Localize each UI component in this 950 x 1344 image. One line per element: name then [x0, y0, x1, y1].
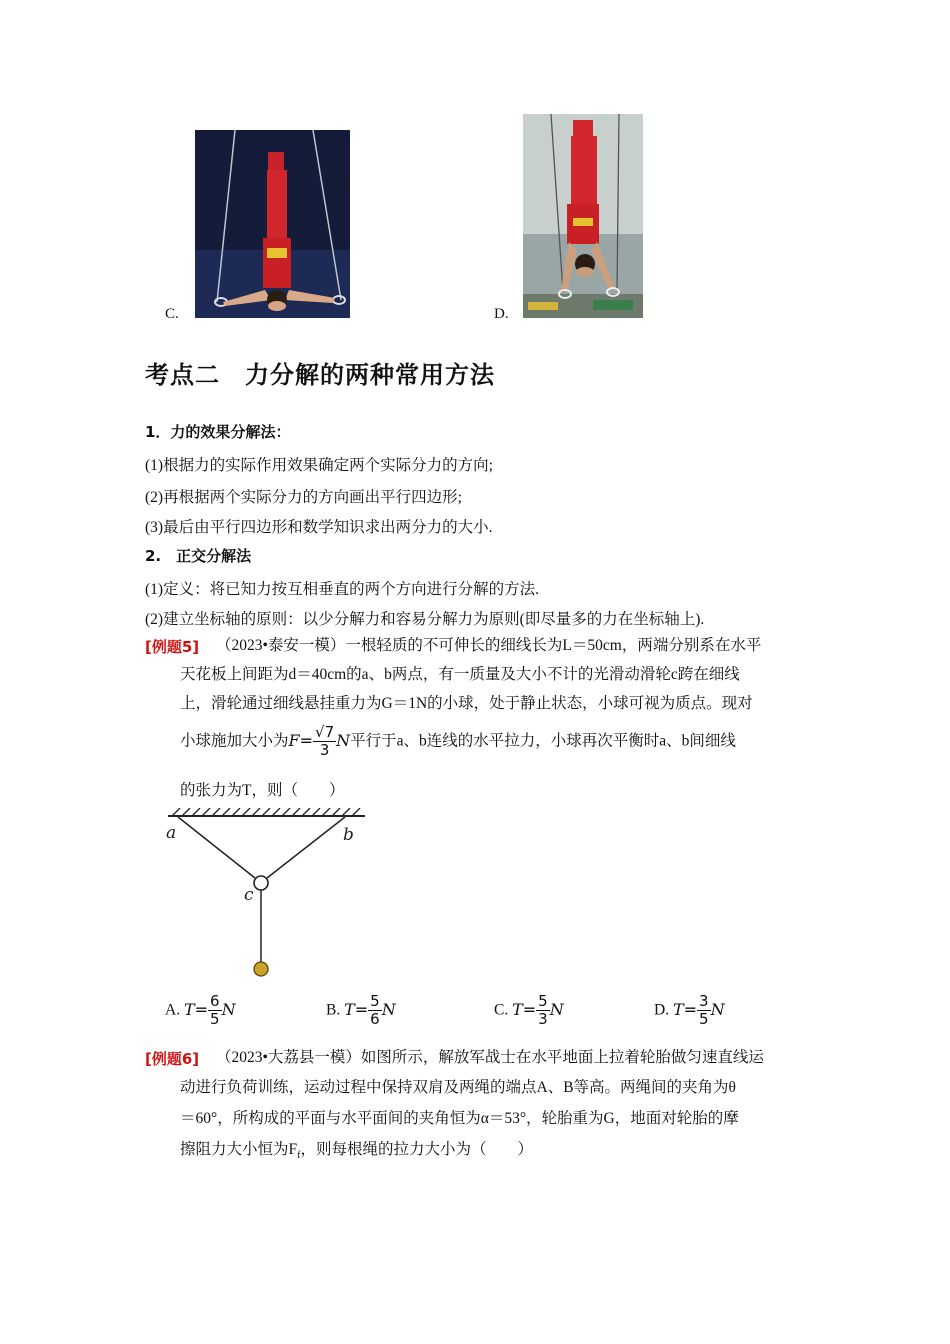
label-c: c [244, 885, 254, 905]
method1-step-1: (1)根据力的实际作用效果确定两个实际分力的方向; [145, 457, 493, 474]
option-b-equals: = [354, 1000, 369, 1019]
method2-title: 2. 正交分解法 [145, 547, 252, 565]
example5-line-1: （2023•泰安一模）一根轻质的不可伸长的细线长为L＝50cm，两端分别系在水平 [216, 637, 762, 654]
option-c-label: C. [165, 306, 179, 322]
force-denominator: 3 [319, 740, 330, 759]
example5-line-4 [180, 724, 736, 758]
option-d-var: T [672, 1000, 684, 1019]
string-right [267, 817, 345, 878]
label-b: b [343, 825, 354, 845]
option-b-den: 6 [370, 1009, 380, 1028]
option-a-unit: N [221, 1000, 236, 1019]
example6-line-4-suffix: ，则每根绳的拉力大小为（ ） [300, 1141, 533, 1158]
friction-subscript: f [297, 1150, 301, 1162]
option-d[interactable] [654, 993, 725, 1027]
example6-line-4-prefix: 擦阻力大小恒为F [180, 1141, 298, 1158]
example6-line-3: ＝60°，所构成的平面与水平面间的夹角恒为α＝53°，轮胎重为G，地面对轮胎的摩 [180, 1110, 739, 1127]
method2-step-1: (1)定义：将已知力按互相垂直的两个方向进行分解的方法. [145, 581, 539, 598]
option-a-fraction [208, 993, 222, 1027]
option-c-fraction [536, 993, 550, 1027]
example5-line-4-suffix: 平行于a、b连线的水平拉力，小球再次平衡时a、b间细线 [350, 732, 736, 750]
method1-step-3: (3)最后由平行四边形和数学知识求出两分力的大小. [145, 519, 493, 536]
example5-line-2: 天花板上间距为d＝40cm的a、b两点，有一质量及大小不计的光滑动滑轮c跨在细线 [180, 666, 740, 683]
example5-line-4-prefix: 小球施加大小为 [180, 732, 289, 750]
hanging-ball [254, 962, 268, 976]
method1-title: 1．力的效果分解法： [145, 423, 291, 441]
option-c-var: T [512, 1000, 523, 1019]
force-numerator: √7 [315, 723, 335, 741]
force-variable: F [288, 731, 300, 750]
gymnast-illustration-c [195, 130, 350, 318]
option-a-num: 6 [210, 992, 220, 1010]
option-c[interactable] [494, 993, 564, 1027]
example6-tag: [例题6] [145, 1050, 200, 1068]
option-d-fraction [697, 993, 711, 1027]
option-a-letter: A. [165, 1001, 181, 1019]
option-c-equals: = [522, 1000, 537, 1019]
option-d-equals: = [683, 1000, 698, 1019]
option-b-fraction [368, 993, 382, 1027]
gymnast-photo-d [523, 114, 643, 318]
option-a-equals: = [194, 1000, 209, 1019]
method1-step-2: (2)再根据两个实际分力的方向画出平行四边形; [145, 489, 462, 506]
option-d-num: 3 [699, 992, 709, 1010]
example5-line-5: 的张力为T，则（ ） [180, 782, 345, 799]
method2-step-2: (2)建立坐标轴的原则：以少分解力和容易分解力为原则(即尽量多的力在坐标轴上). [145, 611, 705, 628]
option-d-den: 5 [699, 1009, 709, 1028]
gymnast-illustration-d [523, 114, 643, 318]
example6-line-1: （2023•大荔县一模）如图所示，解放军战士在水平地面上拉着轮胎做匀速直线运 [216, 1049, 764, 1066]
option-c-letter: C. [494, 1001, 509, 1019]
option-a-den: 5 [210, 1009, 220, 1028]
example6-line-2: 动进行负荷训练，运动过程中保持双肩及两绳的端点A、B等高。两绳间的夹角为θ [180, 1079, 736, 1096]
option-a-var: T [183, 1000, 195, 1019]
equals-sign: = [299, 731, 314, 750]
pulley-wheel [254, 876, 268, 890]
pulley-diagram [160, 808, 375, 983]
label-a: a [166, 823, 177, 843]
option-b-num: 5 [370, 992, 380, 1010]
option-b-letter: B. [326, 1001, 341, 1019]
option-d-letter: D. [654, 1001, 670, 1019]
string-left [178, 817, 255, 878]
option-b[interactable] [326, 993, 396, 1027]
option-c-unit: N [549, 1000, 564, 1019]
option-d-unit: N [710, 1000, 725, 1019]
option-c-num: 5 [538, 992, 548, 1010]
ceiling-hatch [168, 808, 365, 816]
option-b-var: T [344, 1000, 355, 1019]
force-unit: N [336, 731, 351, 750]
option-b-unit: N [381, 1000, 396, 1019]
force-fraction [313, 724, 336, 758]
section-heading: 考点二 力分解的两种常用方法 [145, 361, 495, 389]
option-a[interactable] [165, 993, 236, 1027]
example5-tag: [例题5] [145, 638, 200, 656]
gymnast-photo-c [195, 130, 350, 318]
option-d-label: D. [494, 306, 509, 322]
example6-line-4 [180, 1142, 533, 1161]
option-c-den: 3 [538, 1009, 548, 1028]
example5-line-3: 上，滑轮通过细线悬挂重力为G＝1N的小球，处于静止状态，小球可视为质点。现对 [180, 695, 753, 712]
